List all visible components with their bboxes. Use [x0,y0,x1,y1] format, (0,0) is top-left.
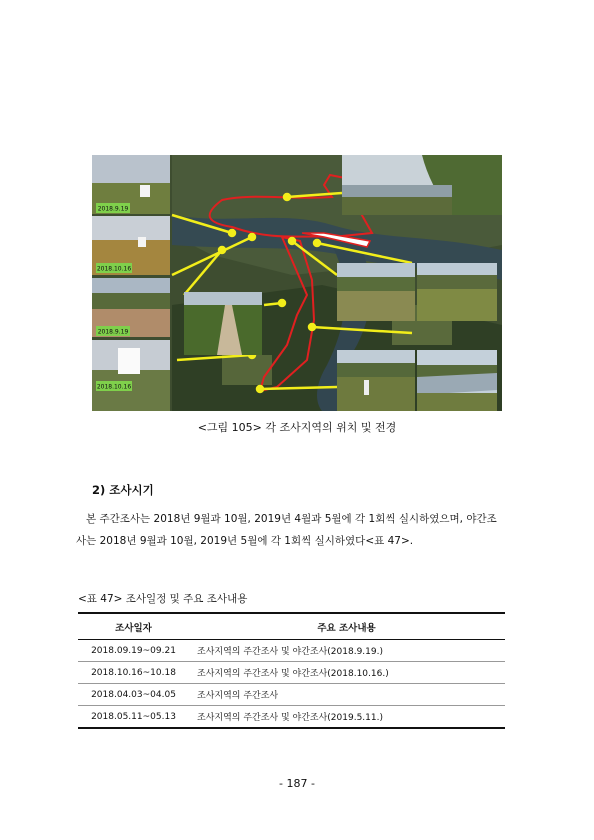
table-cell-date: 2018.05.11~05.13 [78,706,189,729]
photo-date-2: 2018.10.16 [96,265,132,273]
photo-site-3 [92,278,170,337]
survey-schedule-table [78,612,505,729]
table-row [78,640,505,662]
page-number: - 187 - [279,777,315,790]
column-header-date: 조사일자 [115,622,152,634]
table-row [78,684,505,706]
survey-area-figure [92,155,502,411]
table-cell-date: 2018.04.03~04.05 [78,684,189,706]
table-row [78,662,505,684]
table-title: <표 47> 조사일정 및 주요 조사내용 [78,593,248,605]
photo-field-1 [337,263,415,321]
photo-site-2 [92,216,170,275]
table-header-row [78,613,505,640]
photo-site-1 [92,155,170,214]
table-cell-content: 조사지역의 주간조사 [189,684,505,706]
section-heading: 2) 조사시기 [92,483,154,497]
body-paragraph-line-2: 사는 2018년 9월과 10월, 2019년 5월에 각 1회씩 실시하였다<표 47>. [76,535,414,547]
table-cell-content: 조사지역의 주간조사 및 야간조사(2019.5.11.) [189,706,505,729]
photo-date-3: 2018.9.19 [97,328,129,336]
photo-riverbank-1 [337,350,415,411]
survey-area-map [92,155,502,411]
table-cell-date: 2018.10.16~10.18 [78,662,189,684]
photo-field-2 [417,263,497,321]
figure-caption: <그림 105> 각 조사지역의 위치 및 전경 [197,421,397,434]
photo-river-view [342,155,502,215]
photo-trail [184,292,262,355]
body-paragraph-line-1: 본 주간조사는 2018년 9월과 10월, 2019년 4월과 5월에 각 1회씩 실시하였으며, 야간조 [86,513,497,525]
table-cell-content: 조사지역의 주간조사 및 야간조사(2018.10.16.) [189,662,505,684]
photo-date-1: 2018.9.19 [97,205,129,213]
column-header-content: 주요 조사내용 [317,622,376,634]
table-cell-content: 조사지역의 주간조사 및 야간조사(2018.9.19.) [189,640,505,662]
photo-site-4 [92,340,170,411]
photo-date-4: 2018.10.16 [96,383,132,391]
table-row [78,706,505,729]
photo-riverbank-2 [417,350,497,411]
table-cell-date: 2018.09.19~09.21 [78,640,189,662]
